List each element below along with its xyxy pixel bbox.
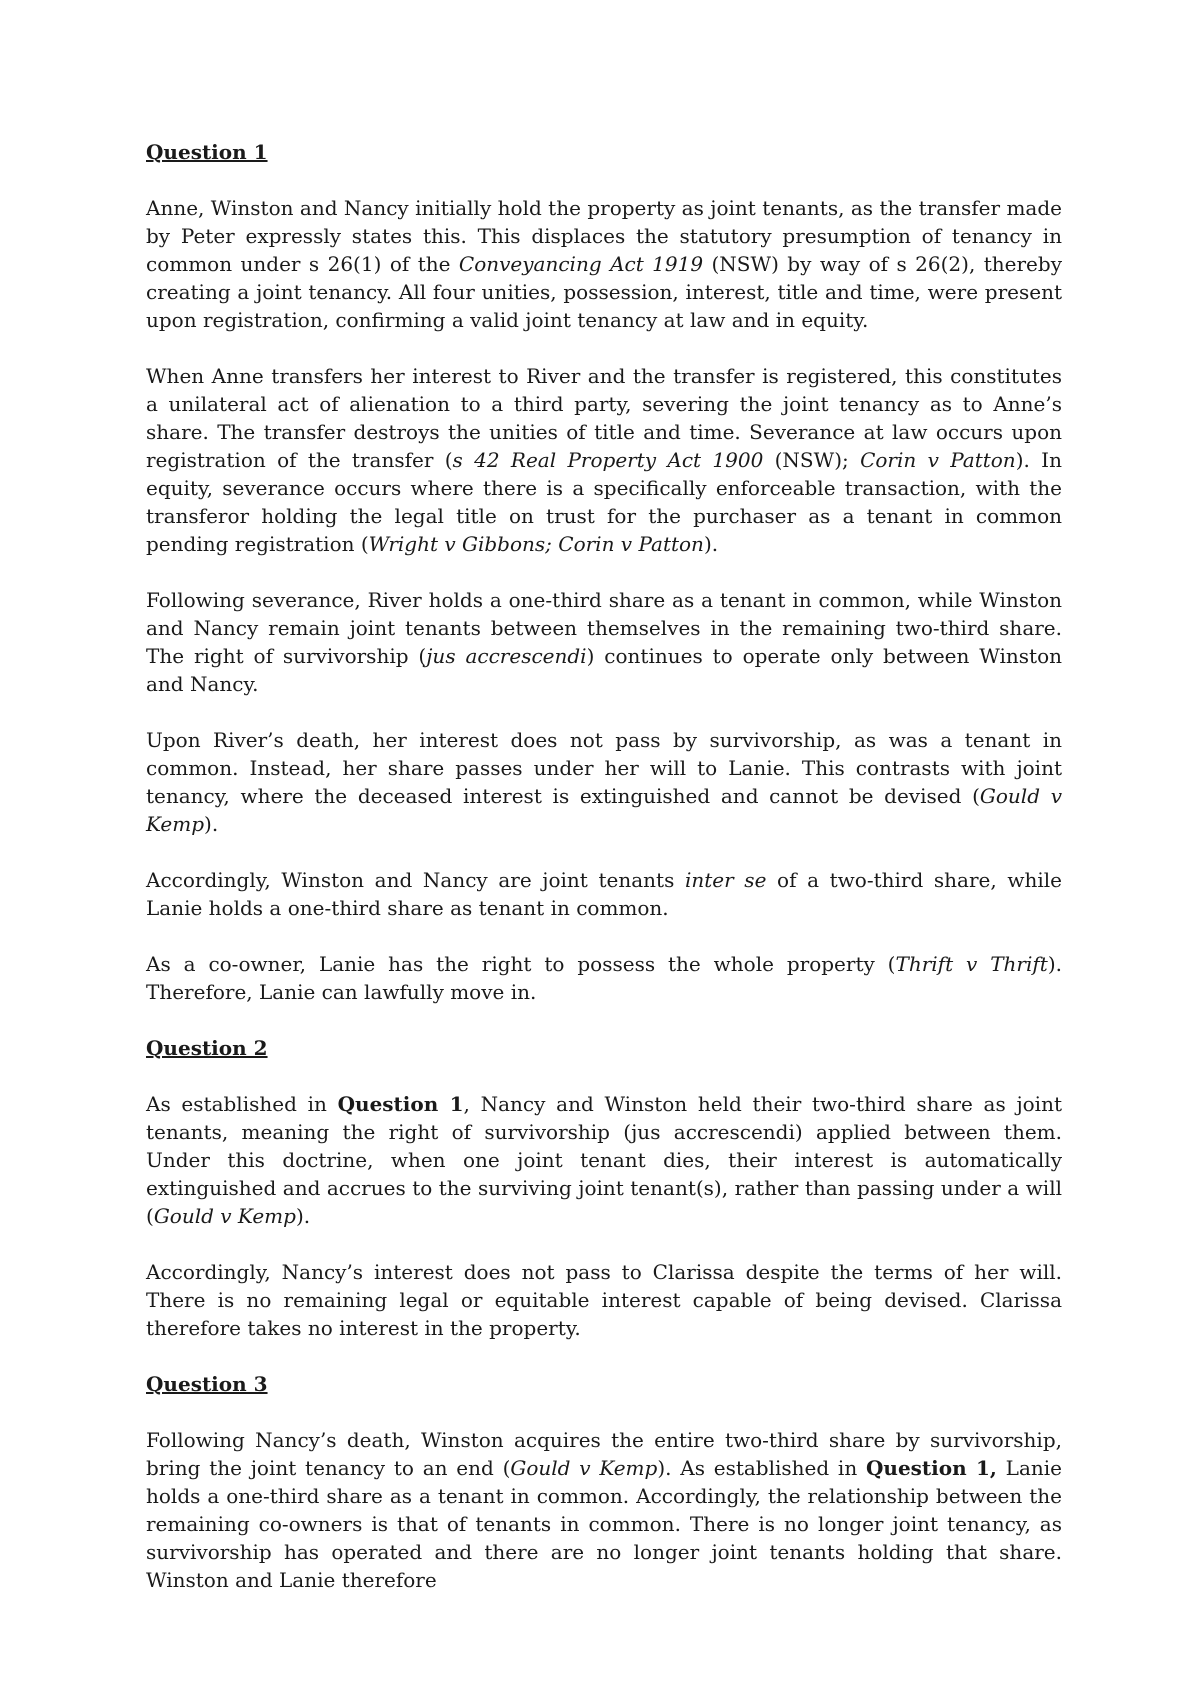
q1-paragraph-5 bbox=[146, 866, 1062, 922]
text-run: As a co-owner, Lanie has the right to possess the whole property ( bbox=[146, 952, 896, 976]
text-run: ). bbox=[703, 532, 719, 556]
text-run: Following severance, River holds a one-third share as a tenant in common, while Winston and Nancy remain joint tenants between themselves in the remaining two-third share. The right of survivorship ( bbox=[146, 588, 1062, 668]
statute-citation: Conveyancing Act 1919 bbox=[458, 252, 704, 276]
text-run: Upon River’s death, her interest does not pass by survivorship, as was a tenant in common. Instead, her share passes under her will to Lanie. This contrasts with joint tenancy, where the deceased interest is extinguished and cannot be devised ( bbox=[146, 728, 1062, 808]
q2-paragraph-1 bbox=[146, 1090, 1062, 1230]
text-run: Lanie holds a one-third share as a tenant in common. Accordingly, the relationship between the remaining co-owners is that of tenants in common. There is no longer joint tenancy, as survivorship has operated and there are no longer joint tenants holding that share. Winston and Lanie therefore bbox=[146, 1456, 1062, 1592]
text-run: Anne, Winston and Nancy initially hold the property as joint tenants, as the transfer made by Peter expressly states this. This displaces the statutory presumption of tenancy in common under s 26(1) of the bbox=[146, 196, 1062, 276]
text-run: ). In equity, severance occurs where there is a specifically enforceable transaction, with the transferor holding the legal title on trust for the purchaser as a tenant in common pending registration ( bbox=[146, 448, 1062, 556]
q3-paragraph-1 bbox=[146, 1426, 1062, 1594]
question-3-heading: Question 3 bbox=[146, 1372, 268, 1396]
text-run: ). bbox=[295, 1204, 311, 1228]
latin-term: jus accrescendi bbox=[426, 644, 587, 668]
case-citation: Thrift v Thrift bbox=[895, 952, 1048, 976]
text-run: Accordingly, Winston and Nancy are joint tenants bbox=[146, 868, 685, 892]
q1-paragraph-1 bbox=[146, 194, 1062, 334]
q1-paragraph-4 bbox=[146, 726, 1062, 838]
q1-paragraph-6 bbox=[146, 950, 1062, 1006]
text-run: Following Nancy’s death, Winston acquires the entire two-third share by survivorship, bring the joint tenancy to an end ( bbox=[146, 1428, 1062, 1480]
text-run: ). Therefore, Lanie can lawfully move in. bbox=[146, 952, 1062, 1004]
text-run: ). bbox=[204, 812, 219, 836]
text-run: When Anne transfers her interest to River and the transfer is registered, this constitutes a unilateral act of alienation to a third party, severing the joint tenancy as to Anne’s share. The transfer destroys the unities of title and time. Severance at law occurs upon registration of the transfer ( bbox=[146, 364, 1062, 472]
text-run: (NSW); bbox=[763, 448, 861, 472]
case-citation: Gould v Kemp bbox=[153, 1204, 296, 1228]
case-citation: Corin v Patton bbox=[860, 448, 1016, 472]
cross-reference: Question 1 bbox=[337, 1092, 464, 1116]
case-citation: Gould v Kemp bbox=[146, 784, 1062, 836]
statute-citation: s 42 Real Property Act 1900 bbox=[452, 448, 764, 472]
case-citation: Wright v Gibbons; Corin v Patton bbox=[368, 532, 704, 556]
latin-term: inter se bbox=[684, 868, 767, 892]
q2-paragraph-2: Accordingly, Nancy’s interest does not pass to Clarissa despite the terms of her will. There is no remaining legal or equitable interest capable of being devised. Clarissa therefore takes no interest in the property. bbox=[146, 1260, 1062, 1340]
text-run: As established in bbox=[146, 1092, 338, 1116]
text-run: ) continues to operate only between Winston and Nancy. bbox=[146, 644, 1062, 696]
text-run: ). As established in bbox=[657, 1456, 866, 1480]
document-page bbox=[146, 138, 1062, 1594]
text-run: , Nancy and Winston held their two-third share as joint tenants, meaning the right of survivorship (jus accrescendi) applied between them. Under this doctrine, when one joint tenant dies, their interest is automatically extinguished and accrues to the surviving joint tenant(s), rather than passing under a will ( bbox=[146, 1092, 1063, 1228]
cross-reference: Question 1, bbox=[865, 1456, 997, 1480]
case-citation: Gould v Kemp bbox=[510, 1456, 658, 1480]
text-run: (NSW) by way of s 26(2), thereby creating a joint tenancy. All four unities, possession, interest, title and time, were present upon registration, confirming a valid joint tenancy at law and in equity. bbox=[146, 252, 1062, 332]
q1-paragraph-3 bbox=[146, 586, 1062, 698]
text-run: of a two-third share, while Lanie holds a one-third share as tenant in common. bbox=[146, 868, 1062, 920]
question-2-heading: Question 2 bbox=[146, 1036, 268, 1060]
q1-paragraph-2 bbox=[146, 362, 1062, 558]
question-1-heading: Question 1 bbox=[146, 140, 268, 164]
